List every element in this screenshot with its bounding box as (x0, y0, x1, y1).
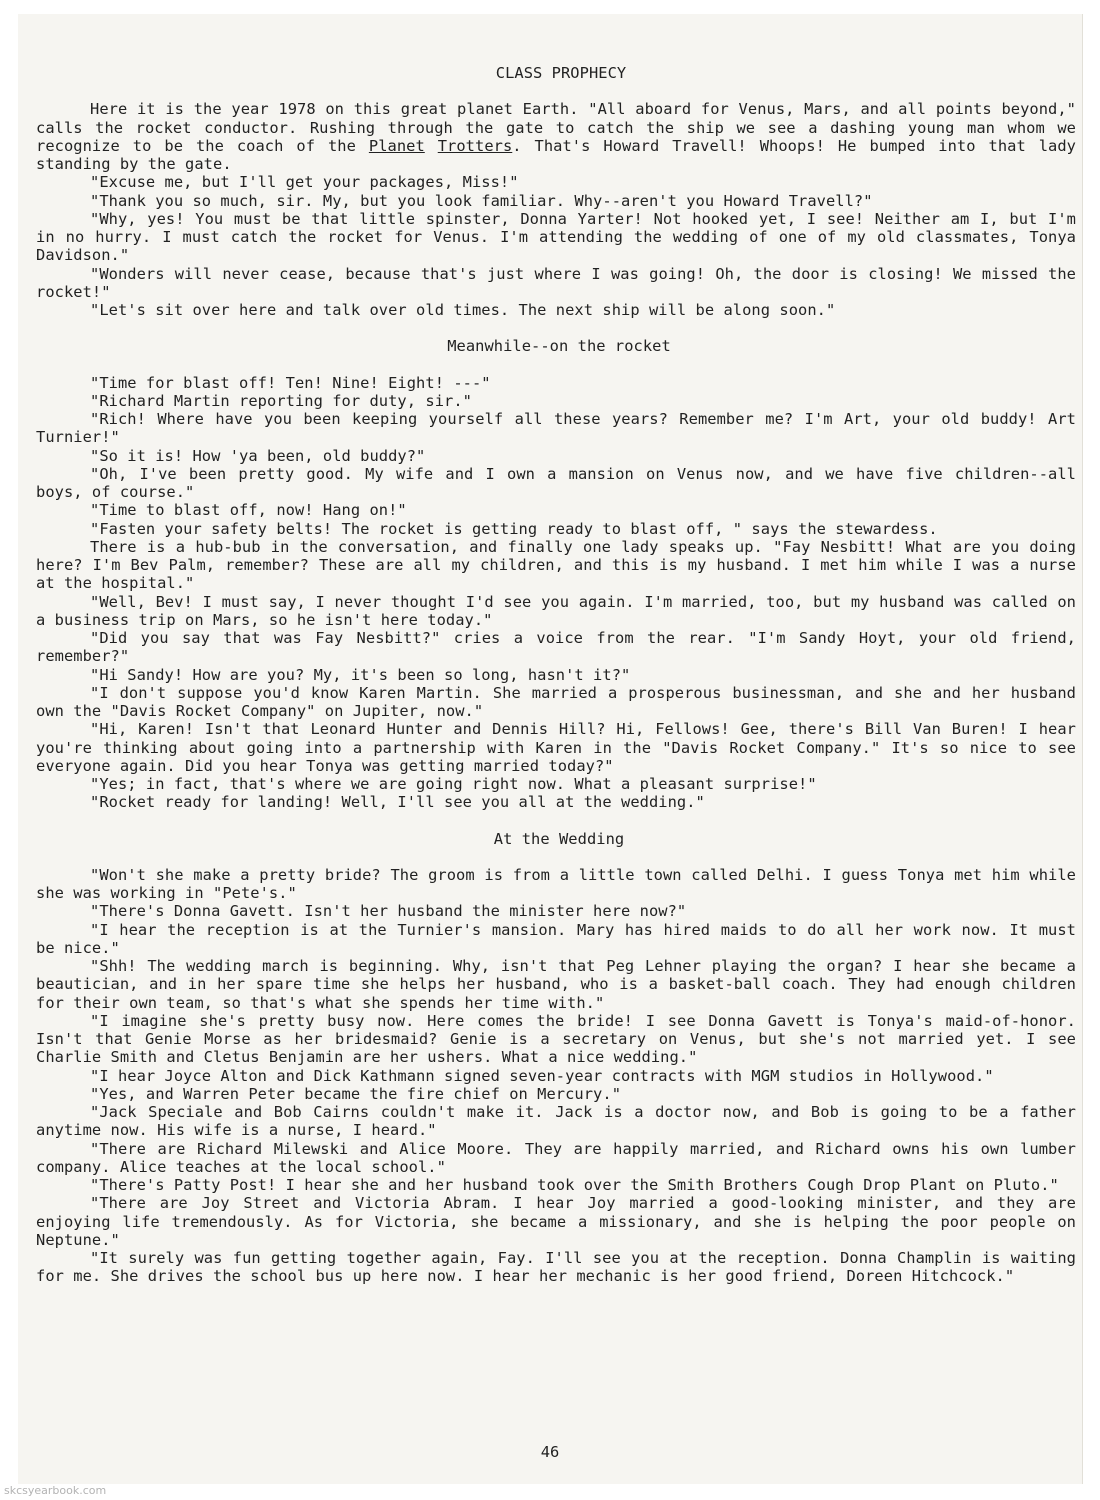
page-title: CLASS PROPHECY (495, 64, 627, 82)
dialogue-paragraph: "Hi, Karen! Isn't that Leonard Hunter and Dennis Hill? Hi, Fellows! Gee, there's Bill Van Buren! I hear you're thinking about going into a partnership with Karen in the "Davis Rocket Company." It's so nice to see everyone again. Did you hear Tonya was getting married today?" (36, 720, 1076, 775)
dialogue-paragraph: "Fasten your safety belts! The rocket is getting ready to blast off, " says the stewardess. (90, 519, 938, 538)
dialogue-paragraph: "Hi Sandy! How are you? My, it's been so long, hasn't it?" (90, 665, 631, 684)
dialogue-paragraph: "There are Joy Street and Victoria Abram. I hear Joy married a good-looking minister, and they are enjoying life tremendously. As for Victoria, she became a missionary, and she is helping the poor people on Neptune." (36, 1194, 1076, 1249)
page-content (36, 64, 1076, 1286)
intro-text-end: . That's Howard Travell! Whoops! He bumped into that lady standing by the gate. (36, 136, 1076, 173)
dialogue-paragraph: There is a hub-bub in the conversation, and finally one lady speaks up. "Fay Nesbitt! What are you doing here? I'm Bev Palm, remember? These are all my children, and this is my husband. I met him while I was a nurse at the hospital." (36, 537, 1076, 593)
dialogue-paragraph: "Excuse me, but I'll get your packages, Miss!" (90, 173, 519, 192)
dialogue-paragraph: "Thank you so much, sir. My, but you look familiar. Why--aren't you Howard Travell?" (90, 191, 873, 210)
dialogue-paragraph: "There's Donna Gavett. Isn't her husband the minister here now?" (90, 902, 687, 921)
dialogue-paragraph: "Why, yes! You must be that little spinster, Donna Yarter! Not hooked yet, I see! Neither am I, but I'm in no hurry. I must catch the rocket for Venus. I'm attending the wedding of one of my old classmates, Tonya Davidson." (36, 209, 1076, 265)
dialogue-paragraph: "Yes, and Warren Peter became the fire chief on Mercury." (90, 1084, 622, 1103)
dialogue-paragraph: "I hear the reception is at the Turnier's mansion. Mary has hired maids to do all her work now. It must be nice." (36, 920, 1076, 957)
page-number: 46 (540, 1443, 560, 1461)
dialogue-paragraph: "Time to blast off, now! Hang on!" (90, 501, 407, 520)
dialogue-paragraph: "Rich! Where have you been keeping yourself all these years? Remember me? I'm Art, your old buddy! Art Turnier!" (36, 410, 1076, 447)
team-name-word-1: Planet (368, 136, 425, 155)
dialogue-paragraph: "Did you say that was Fay Nesbitt?" cries a voice from the rear. "I'm Sandy Hoyt, your old friend, remember?" (36, 629, 1076, 666)
dialogue-paragraph: "Shh! The wedding march is beginning. Why, isn't that Peg Lehner playing the organ? I hear she became a beautician, and in her spare time she helps her husband, who is a basket-ball coach. They had enough children for their own team, so that's what she spends her time with." (36, 957, 1076, 1012)
dialogue-paragraph: "I don't suppose you'd know Karen Martin. She married a prosperous businessman, and she and her husband own the "Davis Rocket Company" on Jupiter, now." (36, 683, 1076, 720)
dialogue-paragraph: "Wonders will never cease, because that's just where I was going! Oh, the door is closing! We missed the rocket!" (36, 264, 1076, 301)
dialogue-paragraph: "Won't she make a pretty bride? The groom is from a little town called Delhi. I guess Tonya met him while she was working in "Pete's." (36, 865, 1076, 902)
dialogue-paragraph: "Time for blast off! Ten! Nine! Eight! ---" (90, 373, 491, 392)
dialogue-paragraph: "Oh, I've been pretty good. My wife and I own a mansion on Venus now, and we have five children--all boys, of course." (36, 464, 1076, 501)
dialogue-paragraph: "There are Richard Milewski and Alice Moore. They are happily married, and Richard owns his own lumber company. Alice teaches at the local school." (36, 1139, 1076, 1176)
dialogue-paragraph: "There's Patty Post! I hear she and her husband took over the Smith Brothers Cough Drop Plant on Pluto." (90, 1176, 1059, 1194)
section-heading-wedding: At the Wedding (493, 829, 625, 848)
intro-text-start: Here it is the year 1978 on this great planet Earth. "All aboard for Venus, Mars, and all points beyond," calls the rocket conductor. Rushing through the gate to catch the ship we see a dashing young man whom we recognize to be the coach of the (36, 100, 1076, 155)
dialogue-paragraph: "I imagine she's pretty busy now. Here comes the bride! I see Donna Gavett is Tonya's maid-of-honor. Isn't that Genie Morse as her bridesmaid? Genie is a secretary on Venus, but she's not married yet. I see Charlie Smith and Cletus Benjamin are her ushers. What a nice wedding." (36, 1011, 1076, 1067)
dialogue-paragraph: "Rocket ready for landing! Well, I'll see you all at the wedding." (90, 793, 705, 812)
dialogue-paragraph: "Richard Martin reporting for duty, sir." (90, 391, 472, 410)
dialogue-paragraph: "Well, Bev! I must say, I never thought I'd see you again. I'm married, too, but my husband was called on a business trip on Mars, so he isn't here today." (36, 592, 1076, 629)
dialogue-paragraph: "I hear Joyce Alton and Dick Kathmann signed seven-year contracts with MGM studios in Hollywood." (90, 1066, 994, 1085)
section-heading-rocket: Meanwhile--on the rocket (447, 337, 671, 356)
dialogue-paragraph: "Let's sit over here and talk over old times. The next ship will be along soon." (90, 301, 836, 319)
team-name-word-2: Trotters (437, 136, 513, 155)
dialogue-paragraph: "Yes; in fact, that's where we are going right now. What a pleasant surprise!" (90, 775, 817, 793)
intro-paragraph (36, 100, 1076, 173)
dialogue-paragraph: "So it is! How 'ya been, old buddy?" (90, 446, 426, 465)
dialogue-paragraph: "Jack Speciale and Bob Cairns couldn't make it. Jack is a doctor now, and Bob is going to be a father anytime now. His wife is a nurse, I heard." (36, 1103, 1076, 1140)
source-watermark: skcsyearbook.com (4, 1484, 107, 1497)
dialogue-paragraph: "It surely was fun getting together again, Fay. I'll see you at the reception. Donna Champlin is waiting for me. She drives the school bus up here now. I hear her mechanic is her good friend, Doreen Hitchcock." (36, 1249, 1076, 1286)
